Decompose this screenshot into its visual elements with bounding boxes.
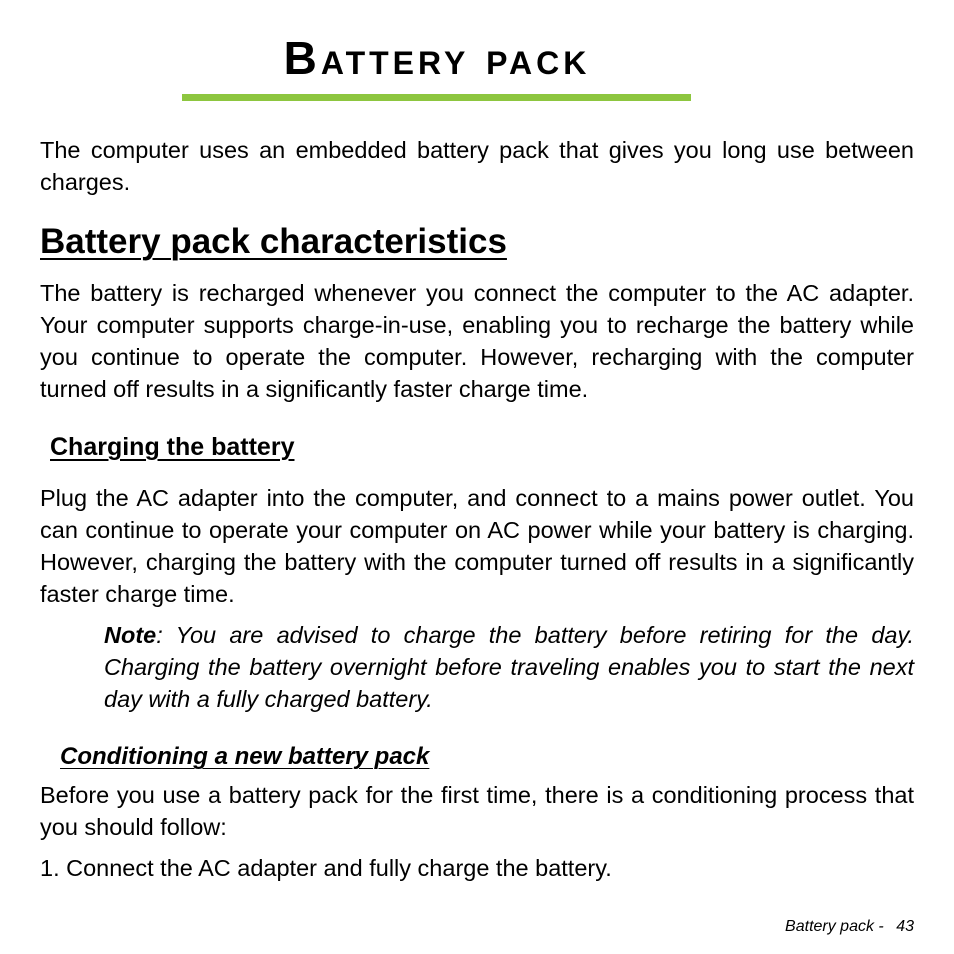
page-title: Battery pack [283, 32, 591, 84]
charging-heading: Charging the battery [50, 433, 295, 461]
conditioning-paragraph: Before you use a battery pack for the first time, there is a conditioning process that you should follow: [40, 782, 914, 840]
title-underline-bar [182, 94, 691, 101]
footer-label: Battery pack - [785, 918, 884, 935]
page-footer [785, 917, 914, 937]
list-item: 1. Connect the AC adapter and fully charge the battery. [40, 855, 612, 881]
characteristics-paragraph: The battery is recharged whenever you connect the computer to the AC adapter. Your computer supports charge-in-use, enabling you to recharge the battery while you continue to operate the computer. However, recharging with the computer turned off results in a significantly faster charge time. [40, 280, 914, 402]
intro-paragraph: The computer uses an embedded battery pack that gives you long use between charges. [40, 137, 914, 195]
page-number: 43 [896, 918, 914, 935]
section-heading: Battery pack characteristics [40, 222, 507, 261]
conditioning-heading: Conditioning a new battery pack [60, 743, 430, 770]
note-label: Note [104, 622, 157, 648]
charging-paragraph: Plug the AC adapter into the computer, and connect to a mains power outlet. You can continue to operate your computer on AC power while your battery is charging. However, charging the battery with the computer turned off results in a significantly faster charge time. [40, 485, 914, 607]
note-text: : You are advised to charge the battery before retiring for the day. Charging the battery overnight before traveling enables you to start the next day with a fully charged battery. [104, 622, 914, 712]
note-block [104, 619, 914, 715]
